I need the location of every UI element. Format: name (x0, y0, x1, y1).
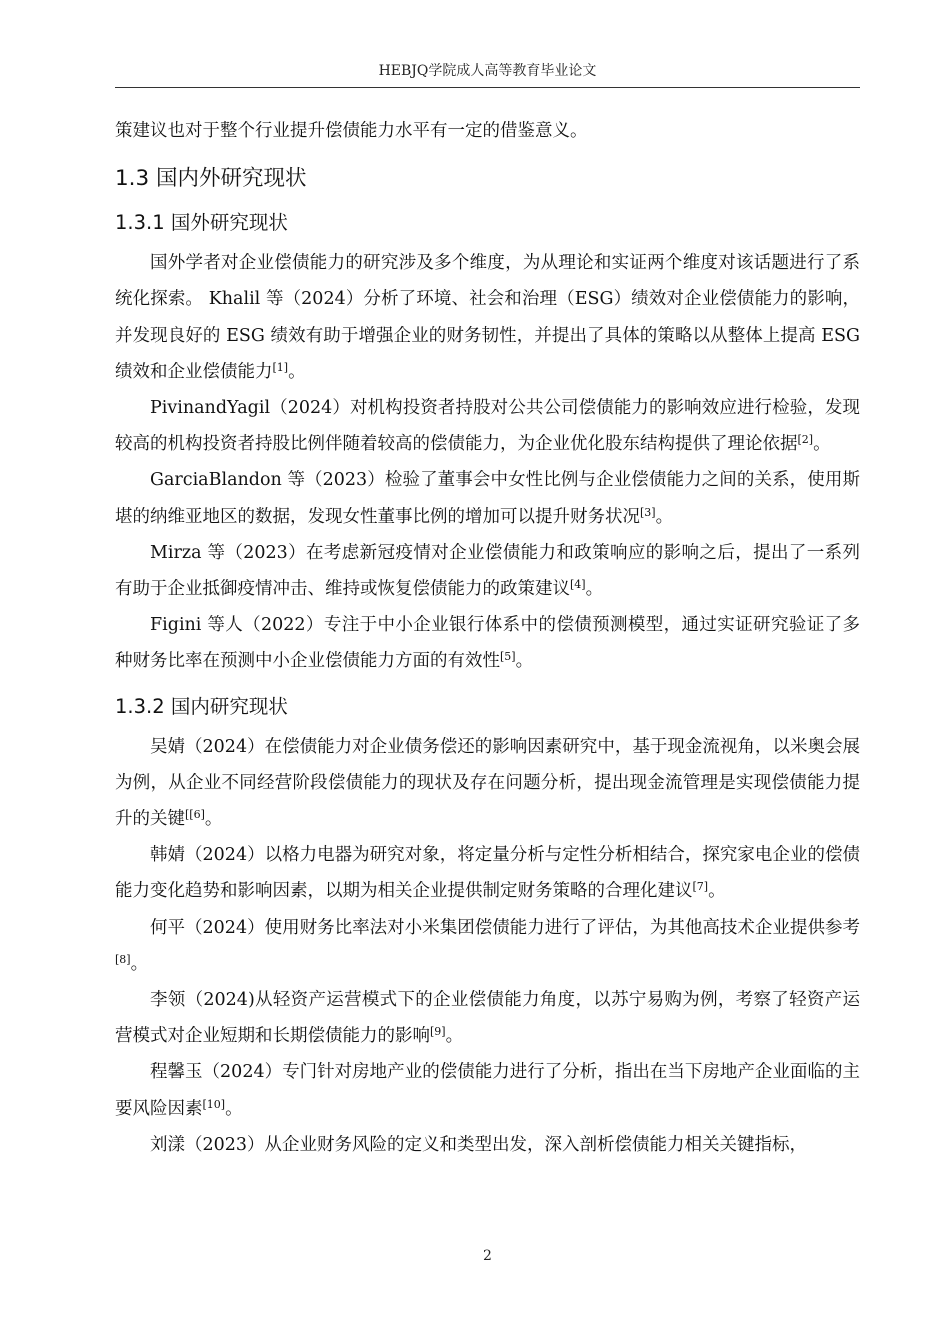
citation: [7] (692, 880, 709, 894)
paragraph: 程馨玉（2024）专门针对房地产业的偿债能力进行了分析，指出在当下房地产企业面临的主要风险因素[10]。 (115, 1062, 860, 1119)
paragraph: PivinandYagil（2024）对机构投资者持股对公共公司偿债能力的影响效应进行检验，发现较高的机构投资者持股比例伴随着较高的偿债能力，为企业优化股东结构提供了理论依据[2]。 (115, 398, 860, 455)
body-content (115, 113, 860, 1163)
paragraph: Mirza 等（2023）在考虑新冠疫情对企业偿债能力和政策响应的影响之后，提出了一系列有助于企业抵御疫情冲击、维持或恢复偿债能力的政策建议[4]。 (115, 542, 860, 600)
running-header: HEBJQ学院成人高等教育毕业论文 (378, 63, 597, 79)
page-number: 2 (483, 1248, 492, 1264)
citation: [1] (272, 360, 289, 374)
citation: [2] (797, 433, 814, 447)
citation: [3] (640, 505, 656, 519)
citation: [5] (500, 650, 516, 664)
citation: [8] (115, 952, 131, 966)
header-divider (115, 87, 860, 88)
continuation-paragraph: 策建议也对于整个行业提升偿债能力水平有一定的借鉴意义。 (115, 121, 588, 141)
paragraph: 吴婧（2024）在偿债能力对企业债务偿还的影响因素研究中，基于现金流视角，以米奥会展为例，从企业不同经营阶段偿债能力的现状及存在问题分析，提出现金流管理是实现偿债能力提升的关键[[6]。 (115, 736, 860, 830)
subsection-heading-domestic: 1.3.2 国内研究现状 (115, 694, 288, 718)
paragraph: 韩婧（2024）以格力电器为研究对象，将定量分析与定性分析相结合，探究家电企业的偿债能力变化趋势和影响因素，以期为相关企业提供制定财务策略的合理化建议[7]。 (115, 845, 860, 902)
paragraph: Figini 等人（2022）专注于中小企业银行体系中的偿债预测模型，通过实证研究验证了多种财务比率在预测中小企业偿债能力方面的有效性[5]。 (115, 615, 860, 672)
section-heading: 1.3 国内外研究现状 (115, 166, 307, 192)
paragraph: 何平（2024）使用财务比率法对小米集团偿债能力进行了评估，为其他高技术企业提供参考[8]。 (115, 917, 860, 974)
citation: [4] (570, 578, 586, 592)
paragraph: 国外学者对企业偿债能力的研究涉及多个维度，为从理论和实证两个维度对该话题进行了系统化探索。 Khalil 等（2024）分析了环境、社会和治理（ESG）绩效对企业偿债能力的影响，并发现良好的 ESG 绩效有助于增强企业的财务韧性，并提出了具体的策略以从整体上提高 ESG 绩效和企业偿债能力[1]。 (115, 253, 860, 382)
citation: [9] (430, 1025, 446, 1039)
paragraph: GarciaBlandon 等（2023）检验了董事会中女性比例与企业偿债能力之间的关系，使用斯堪的纳维亚地区的数据，发现女性董事比例的增加可以提升财务状况[3]。 (115, 470, 860, 527)
citation: [[6] (185, 808, 205, 822)
paragraph: 刘漾（2023）从企业财务风险的定义和类型出发，深入剖析偿债能力相关关键指标， (150, 1134, 808, 1155)
citation: [10] (202, 1097, 226, 1111)
subsection-heading-foreign: 1.3.1 国外研究现状 (115, 211, 288, 235)
paragraph: 李领（2024)从轻资产运营模式下的企业偿债能力角度，以苏宁易购为例，考察了轻资产运营模式对企业短期和长期偿债能力的影响[9]。 (115, 990, 860, 1047)
